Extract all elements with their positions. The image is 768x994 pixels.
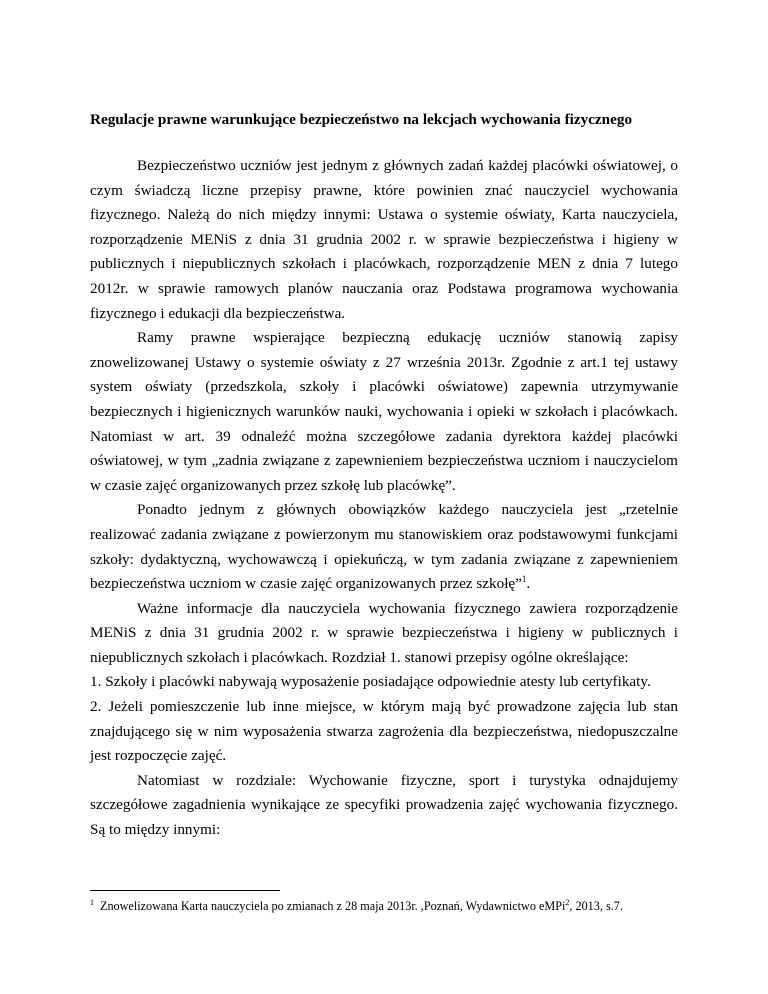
document-title: Regulacje prawne warunkujące bezpieczeństwo na lekcjach wychowania fizycznego bbox=[90, 111, 633, 128]
list-item: 2. Jeżeli pomieszczenie lub inne miejsce, w którym mają być prowadzone zajęcia lub stan znajdującego się w nim wyposażenia stwarza zagrożenia dla bezpieczeństwa, niedopuszczalne jest rozpoczęcie zajęć. bbox=[90, 698, 678, 765]
footnote-number: 1 bbox=[90, 897, 94, 907]
footnote bbox=[90, 898, 710, 914]
paragraph-text: Ponadto jednym z głównych obowiązków każdego nauczyciela jest „rzetelnie realizować zadania związane z powierzonym mu stanowiskiem oraz podstawowymi funkcjami szkoły: dydaktyczną, wychowawczą i opiekuńczą, w tym zadania związane z zapewnieniem bezpieczeństwa uczniom w czasie zajęć organizowanych przez szkołę” bbox=[90, 501, 678, 593]
list-item: 1. Szkoły i placówki nabywają wyposażenie posiadające odpowiednie atesty lub certyfikaty. bbox=[90, 673, 651, 691]
footnote-text-after: , 2013, s.7. bbox=[569, 899, 623, 913]
footnote-superscript: 2 bbox=[565, 897, 570, 907]
paragraph-with-footnote: Ponadto jednym z głównych obowiązków każdego nauczyciela jest „rzetelnie realizować zadania związane z powierzonym mu stanowiskiem oraz podstawowymi funkcjami szkoły: dydaktyczną, wychowawczą i opiekuńczą, w tym zadania związane z zapewnieniem bezpieczeństwa uczniom w czasie zajęć organizowanych przez szkołę”$^1$. bbox=[90, 501, 678, 593]
paragraph: Bezpieczeństwo uczniów jest jednym z głównych zadań każdej placówki oświatowej, o czym świadczą liczne przepisy prawne, które powinien znać nauczyciel wychowania fizycznego. Należą do nich między innymi: Ustawa o systemie oświaty, Karta nauczyciela, rozporządzenie MENiS z dnia 31 grudnia 2002 r. w sprawie bezpieczeństwa i higieny w publicznych i niepublicznych szkołach i placówkach, rozporządzenie MEN z dnia 7 lutego 2012r. w sprawie ramowych planów nauczania oraz Podstawa programowa wychowania fizycznego i edukacji dla bezpieczeństwa. bbox=[90, 157, 678, 322]
paragraph: Natomiast w rozdziale: Wychowanie fizyczne, sport i turystyka odnajdujemy szczegółowe zagadnienia wynikające ze specyfiki prowadzenia zajęć wychowania fizycznego. Są to między innymi: bbox=[90, 771, 678, 839]
paragraph: Ważne informacje dla nauczyciela wychowania fizycznego zawiera rozporządzenie MENiS z dnia 31 grudnia 2002 r. w sprawie bezpieczeństwa i higieny w publicznych i niepublicznych szkołach i placówkach. Rozdział 1. stanowi przepisy ogólne określające: bbox=[90, 599, 678, 666]
footnote-reference[interactable]: 1 bbox=[521, 574, 527, 585]
footnote-text-before: Znowelizowana Karta nauczyciela po zmianach z 28 maja 2013r. ,Poznań, Wydawnictwo eMPi bbox=[100, 899, 566, 913]
paragraph: Ramy prawne wspierające bezpieczną edukację uczniów stanowią zapisy znowelizowanej Ustawy o systemie oświaty z 27 września 2013r. Zgodnie z art.1 tej ustawy system oświaty (przedszkola, szkoły i placówki oświatowe) zapewnia utrzymywanie bezpiecznych i higienicznych warunków nauki, wychowania i opieki w szkołach i placówkach. Natomiast w art. 39 odnaleźć można szczegółowe zadania dyrektora każdej placówki oświatowej, w tym „zadnia związane z zapewnieniem bezpieczeństwa uczniom i nauczycielom w czasie zajęć organizowanych przez szkołę lub placówkę”. bbox=[90, 329, 678, 494]
footnote-separator bbox=[90, 890, 280, 891]
document-body bbox=[90, 110, 678, 843]
